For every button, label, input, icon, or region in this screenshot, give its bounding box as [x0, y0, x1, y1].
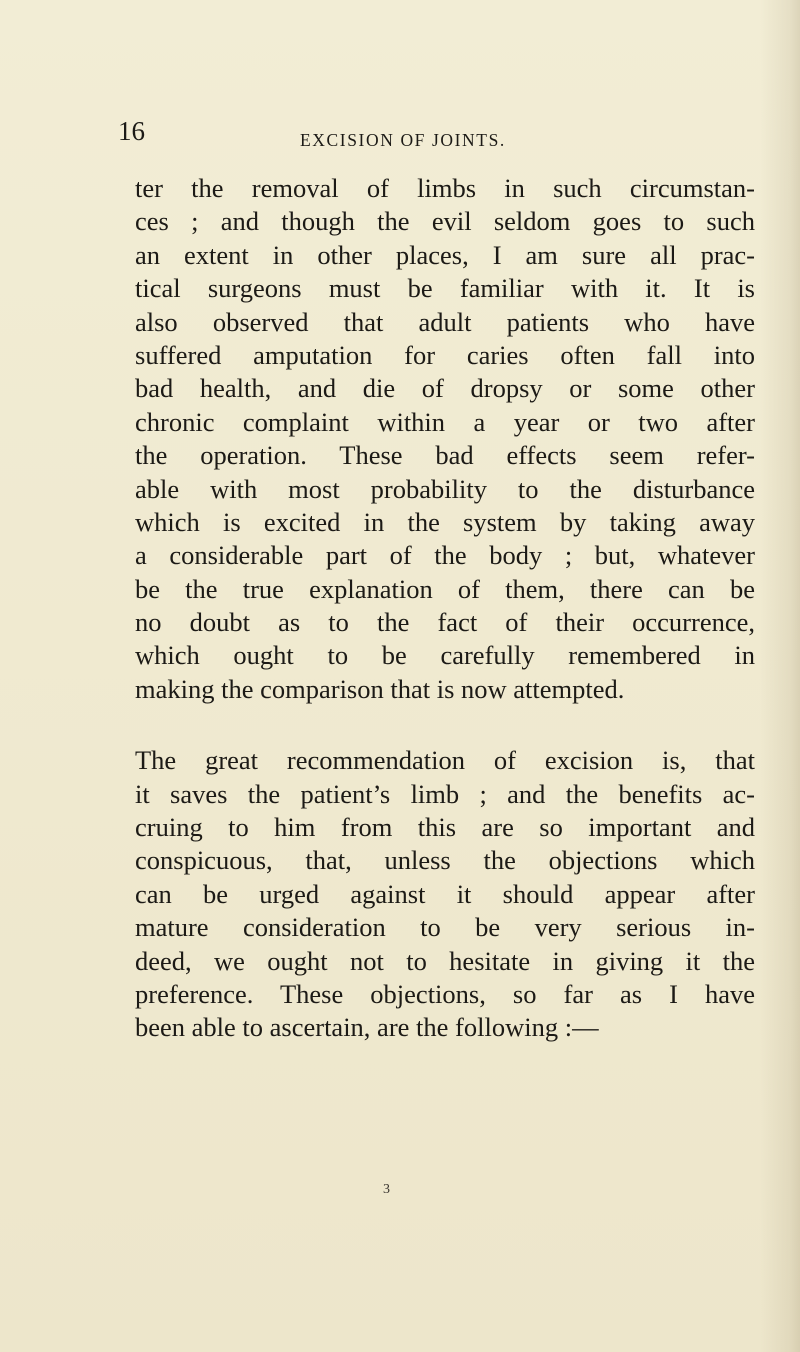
text-line: the operation. These bad effects seem refer- — [135, 440, 755, 471]
text-line: also observed that adult patients who have — [135, 306, 755, 337]
text-line: cruing to him from this are so important and — [135, 812, 755, 843]
text-line: bad health, and die of dropsy or some other — [135, 373, 755, 404]
text-line: The great recommendation of excision is, that — [135, 745, 755, 776]
text-line: been able to ascertain, are the following :— — [135, 1012, 599, 1043]
text-line: an extent in other places, I am sure all prac- — [135, 239, 755, 270]
text-line: which is excited in the system by taking away — [135, 506, 755, 537]
text-line: which ought to be carefully remembered in — [135, 640, 755, 671]
text-line: deed, we ought not to hesitate in giving it the — [135, 945, 755, 976]
body-text — [135, 172, 755, 1045]
text-line: chronic complaint within a year or two after — [135, 406, 755, 437]
text-line: can be urged against it should appear after — [135, 878, 755, 909]
running-title: EXCISION OF JOINTS. — [300, 130, 506, 150]
text-line: preference. These objections, so far as I have — [135, 978, 755, 1009]
signature-mark: 3 — [383, 1182, 390, 1197]
text-line: making the comparison that is now attempted. — [135, 673, 625, 704]
running-head — [0, 116, 800, 156]
text-line: a considerable part of the body ; but, whatever — [135, 540, 755, 571]
text-line: ces ; and though the evil seldom goes to such — [135, 206, 755, 237]
text-line: suffered amputation for caries often fall into — [135, 339, 755, 370]
paragraph-2 — [135, 744, 755, 1045]
text-line: tical surgeons must be familiar with it. It is — [135, 273, 755, 304]
text-line: be the true explanation of them, there can be — [135, 573, 755, 604]
text-line: ter the removal of limbs in such circumstan- — [135, 173, 755, 203]
text-line: no doubt as to the fact of their occurrence, — [135, 607, 755, 638]
text-line: mature consideration to be very serious in- — [135, 912, 755, 943]
text-line: it saves the patient’s limb ; and the benefits ac- — [135, 778, 755, 809]
page-number: 16 — [118, 116, 145, 146]
text-line: able with most probability to the disturbance — [135, 473, 755, 504]
text-line: conspicuous, that, unless the objections which — [135, 845, 755, 876]
paragraph-1 — [135, 172, 755, 706]
paragraph-gap — [135, 706, 755, 744]
